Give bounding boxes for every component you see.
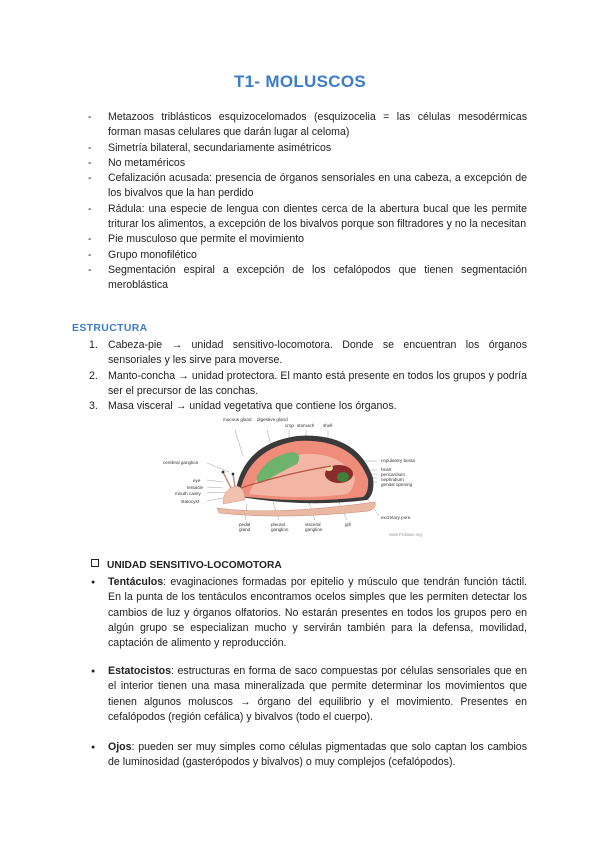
- mollusc-anatomy-figure: [163, 416, 433, 540]
- section-heading-text: UNIDAD SENSITIVO-LOCOMOTORA: [107, 560, 282, 571]
- label-stomach: stomach: [297, 423, 315, 428]
- label-nephridium: nephridium: [381, 477, 404, 482]
- list-item: [80, 369, 527, 400]
- label-heart: heart: [381, 467, 392, 472]
- label-copulatory-bursa: copulatory bursa: [381, 458, 415, 463]
- label-pericardium: pericardium: [381, 472, 405, 477]
- list-item: - Grupo monofilético: [80, 248, 527, 263]
- label-digestive-gland: digestive gland: [257, 417, 288, 422]
- label-mouth-cavity: mouth cavity: [175, 491, 201, 496]
- item-number: 3.: [89, 400, 98, 413]
- list-item: [91, 740, 527, 771]
- label-crop: crop: [285, 423, 294, 428]
- figure-credit: www.Probase.org: [389, 532, 422, 537]
- label-gill: gill: [345, 522, 351, 527]
- term: Estatocistos: [108, 665, 171, 677]
- item-text: Cabeza-pie → unidad sensitivo-locomotora. Donde se encuentran los órganos sensoriales y les sirve para moverse.: [108, 339, 527, 367]
- list-item: [91, 664, 527, 725]
- label-excretory-pore: excretory pore: [381, 515, 411, 520]
- list-item: [91, 575, 527, 651]
- term: Ojos: [108, 741, 132, 753]
- list-item: [80, 338, 527, 369]
- definition: : evaginaciones formadas por epitelio y músculo que tendrán función táctil. En la punta de los tentáculos encontramos ocelos simples que les permiten detectar los cambios de luz y órganos olfatorios. No estarán presentes en todos los grupos pero en algún grupo se especializan mucho y servirán también para la defensa, movilidad, captación de alimento y reproducción.: [108, 576, 527, 650]
- item-number: 1.: [89, 339, 98, 351]
- item-number: 2.: [89, 369, 98, 382]
- item-text: Manto-concha → unidad protectora. El manto está presente en todos los grupos y podría ser el precursor de las conchas.: [108, 369, 527, 397]
- label-tentacle: tentacle: [187, 485, 204, 490]
- label-visceral-ganglion: visceral ganglion: [305, 522, 323, 532]
- bullet-tentaculos: [91, 575, 527, 651]
- term: Tentáculos: [108, 576, 164, 588]
- label-mucous-gland: mucous gland: [223, 417, 252, 422]
- page-title: T1- MOLUSCOS: [233, 72, 367, 91]
- checkbox-bullet-icon: [91, 559, 99, 567]
- bullet-ojos: [91, 740, 527, 771]
- label-statocyst: statocyst: [181, 499, 200, 504]
- label-pedal-gland: pedal gland: [239, 522, 251, 532]
- list-item: - Cefalización acusada: presencia de órganos sensoriales en una cabeza, a excepción de los bivalvos que la han perdido: [80, 171, 527, 202]
- list-item: - Pie musculoso que permite el movimiento: [80, 232, 527, 247]
- label-shell: shell: [323, 423, 333, 428]
- definition: : pueden ser muy simples como células pigmentadas que solo captan los cambios de luminosidad (gasterópodos y bivalvos) o muy complejos (cefalópodos).: [108, 741, 527, 769]
- bullet-estatocistos: [91, 664, 527, 725]
- section-heading-estructura: ESTRUCTURA: [72, 323, 148, 334]
- list-item: - No metaméricos: [80, 156, 527, 171]
- label-eye: eye: [193, 478, 201, 483]
- structure-list: [80, 338, 527, 414]
- list-item: - Segmentación espiral a excepción de los cefalópodos que tienen segmentación meroblástica: [80, 263, 527, 294]
- item-text: Masa visceral → unidad vegetativa que contiene los órganos.: [108, 400, 397, 413]
- definition: : estructuras en forma de saco compuestas por células sensoriales que en el interior tienen una masa mineralizada que permite determinar los movimientos que tienen algunos moluscos → órgano del equilibrio y el movimiento. Presentes en cefalópodos (región cefálica) y bivalvos (todo el cuerpo).: [108, 665, 527, 723]
- intro-list: [80, 110, 527, 294]
- section-heading-sensitivo: [91, 559, 282, 571]
- label-genital-opening: genital opening: [381, 482, 413, 487]
- list-item: - Simetría bilateral, secundariamente asimétricos: [80, 141, 527, 156]
- list-item: - Metazoos triblásticos esquizocelomados (esquizocelia = las células mesodérmicas forman masas celulares que darán lugar al celoma): [80, 110, 527, 141]
- list-item: [80, 399, 527, 414]
- list-item: - Rádula: una especie de lengua con dientes cerca de la abertura bucal que les permite triturar los alimentos, a excepción de los bivalvos porque son filtradores y no la necesitan: [80, 202, 527, 233]
- label-pleural-ganglion: pleural ganglion: [271, 522, 289, 532]
- label-cerebral-ganglion: cerebral ganglion: [163, 460, 199, 465]
